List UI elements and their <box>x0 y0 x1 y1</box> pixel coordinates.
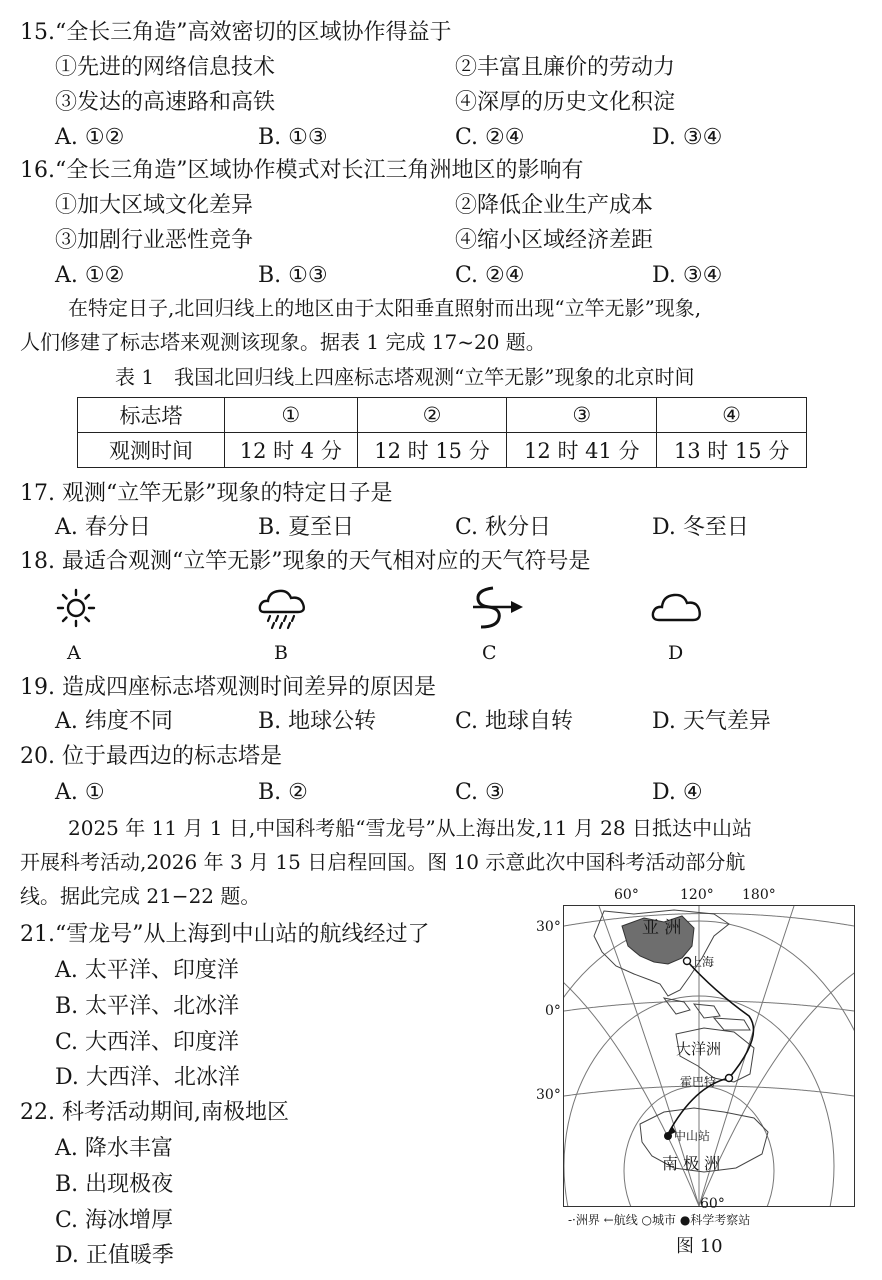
q22-choice-a: A. 降水丰富 <box>55 1136 173 1161</box>
map-label-asia: 亚 洲 <box>642 918 682 938</box>
map-label-hobart: 霍巴特 <box>680 1075 717 1089</box>
intro2-line1: 2025 年 11 月 1 日,中国科考船“雪龙号”从上海出发,11 月 28 日抵达中山站 <box>68 816 752 840</box>
q16-choice-a: A. ①② <box>55 263 125 288</box>
q15-choice-b: B. ①③ <box>258 125 328 150</box>
map-label-shanghai: 上海 <box>690 955 715 969</box>
intro2-line3: 线。据此完成 21−22 题。 <box>20 884 261 908</box>
q16-stem: 16.“全长三角造”区域协作模式对长江三角洲地区的影响有 <box>20 158 584 183</box>
q18-label-c: C <box>482 642 497 664</box>
map-lon-label-120: 120° <box>680 887 714 903</box>
table1-header-row <box>78 398 807 433</box>
q15-item-2: ②丰富且廉价的劳动力 <box>455 55 676 80</box>
table1-data-cell: 13 时 15 分 <box>657 433 807 468</box>
q19-choice-d: D. 天气差异 <box>652 709 771 734</box>
map-figure <box>563 905 855 1207</box>
q21-choice-c: C. 大西洋、印度洋 <box>55 1030 240 1055</box>
q22-choice-d: D. 正值暖季 <box>55 1243 174 1268</box>
q18-stem: 18. 最适合观测“立竿无影”现象的天气相对应的天气符号是 <box>20 549 591 574</box>
map-lon-label-60: 60° <box>614 887 639 903</box>
table1-header-cell: ① <box>225 398 358 433</box>
intro1-line2: 人们修建了标志塔来观测该现象。据表 1 完成 17~20 题。 <box>20 330 546 354</box>
q20-stem: 20. 位于最西边的标志塔是 <box>20 744 282 769</box>
map-lat-label-30s: 30° <box>536 1087 561 1103</box>
q22-choice-b: B. 出现极夜 <box>55 1172 174 1197</box>
q17-stem: 17. 观测“立竿无影”现象的特定日子是 <box>20 481 393 506</box>
q22-stem: 22. 科考活动期间,南极地区 <box>20 1100 289 1125</box>
map-lat-label-60s: 60° <box>700 1196 725 1212</box>
q18-label-a: A <box>67 642 81 664</box>
q18-label-d: D <box>668 642 684 664</box>
rain-cloud-icon <box>256 586 310 630</box>
intro2-line2: 开展科考活动,2026 年 3 月 15 日启程回国。图 10 示意此次中国科考活动部分航 <box>20 850 746 874</box>
table1 <box>77 397 807 468</box>
q16-item-4: ④缩小区域经济差距 <box>455 228 654 253</box>
q21-choice-b: B. 太平洋、北冰洋 <box>55 994 240 1019</box>
q18-label-b: B <box>274 642 288 664</box>
q16-item-1: ①加大区域文化差异 <box>55 193 254 218</box>
q21-choice-d: D. 大西洋、北冰洋 <box>55 1065 240 1090</box>
q15-item-3: ③发达的高速路和高铁 <box>55 90 276 115</box>
q15-item-1: ①先进的网络信息技术 <box>55 55 276 80</box>
q15-item-4: ④深厚的历史文化积淀 <box>455 90 676 115</box>
map-label-zhongshan: 中山站 <box>674 1129 711 1143</box>
q17-choice-c: C. 秋分日 <box>455 515 552 540</box>
q19-choice-a: A. 纬度不同 <box>55 709 173 734</box>
q17-choice-b: B. 夏至日 <box>258 515 355 540</box>
q15-stem: 15.“全长三角造”高效密切的区域协作得益于 <box>20 20 452 45</box>
intro1-line1: 在特定日子,北回归线上的地区由于太阳垂直照射而出现“立竿无影”现象, <box>68 296 702 320</box>
wind-symbol-icon <box>467 585 527 631</box>
map-legend: -·洲界 ←航线 ○城市 ●科学考察站 <box>568 1213 751 1227</box>
q15-choice-d: D. ③④ <box>652 125 723 150</box>
map-lat-label-30n: 30° <box>536 919 561 935</box>
table1-caption: 表 1 我国北回归线上四座标志塔观测“立竿无影”现象的北京时间 <box>115 365 695 389</box>
table1-header-cell: ③ <box>507 398 657 433</box>
map-lat-label-0: 0° <box>545 1003 561 1019</box>
map-label-antarctica: 南 极 洲 <box>662 1154 721 1173</box>
map-label-oceania: 大洋洲 <box>676 1040 722 1058</box>
table1-header-cell: ④ <box>657 398 807 433</box>
q20-choice-c: C. ③ <box>455 780 505 805</box>
map-caption: 图 10 <box>676 1236 723 1257</box>
table1-data-cell: 12 时 41 分 <box>507 433 657 468</box>
q19-choice-c: C. 地球自转 <box>455 709 574 734</box>
q15-choice-a: A. ①② <box>55 125 125 150</box>
q22-choice-c: C. 海冰增厚 <box>55 1208 174 1233</box>
table1-header-cell: ② <box>357 398 507 433</box>
q19-stem: 19. 造成四座标志塔观测时间差异的原因是 <box>20 675 436 700</box>
q21-choice-a: A. 太平洋、印度洋 <box>55 958 239 983</box>
q17-choice-a: A. 春分日 <box>55 515 151 540</box>
table1-data-cell: 12 时 15 分 <box>357 433 507 468</box>
map-lon-label-180: 180° <box>742 887 776 903</box>
q19-choice-b: B. 地球公转 <box>258 709 377 734</box>
q16-choice-d: D. ③④ <box>652 263 723 288</box>
q17-choice-d: D. 冬至日 <box>652 515 749 540</box>
q16-item-3: ③加剧行业恶性竞争 <box>55 228 254 253</box>
table1-header-cell: 标志塔 <box>78 398 225 433</box>
q21-stem: 21.“雪龙号”从上海到中山站的航线经过了 <box>20 922 430 947</box>
q16-choice-b: B. ①③ <box>258 263 328 288</box>
q20-choice-d: D. ④ <box>652 780 703 805</box>
q15-choice-c: C. ②④ <box>455 125 525 150</box>
sun-icon <box>54 588 98 628</box>
q20-choice-b: B. ② <box>258 780 308 805</box>
q16-item-2: ②降低企业生产成本 <box>455 193 654 218</box>
table1-data-cell: 观测时间 <box>78 433 225 468</box>
cloud-icon <box>650 590 704 624</box>
q20-choice-a: A. ① <box>55 780 105 805</box>
table1-data-row <box>78 433 807 468</box>
table1-data-cell: 12 时 4 分 <box>225 433 358 468</box>
q16-choice-c: C. ②④ <box>455 263 525 288</box>
